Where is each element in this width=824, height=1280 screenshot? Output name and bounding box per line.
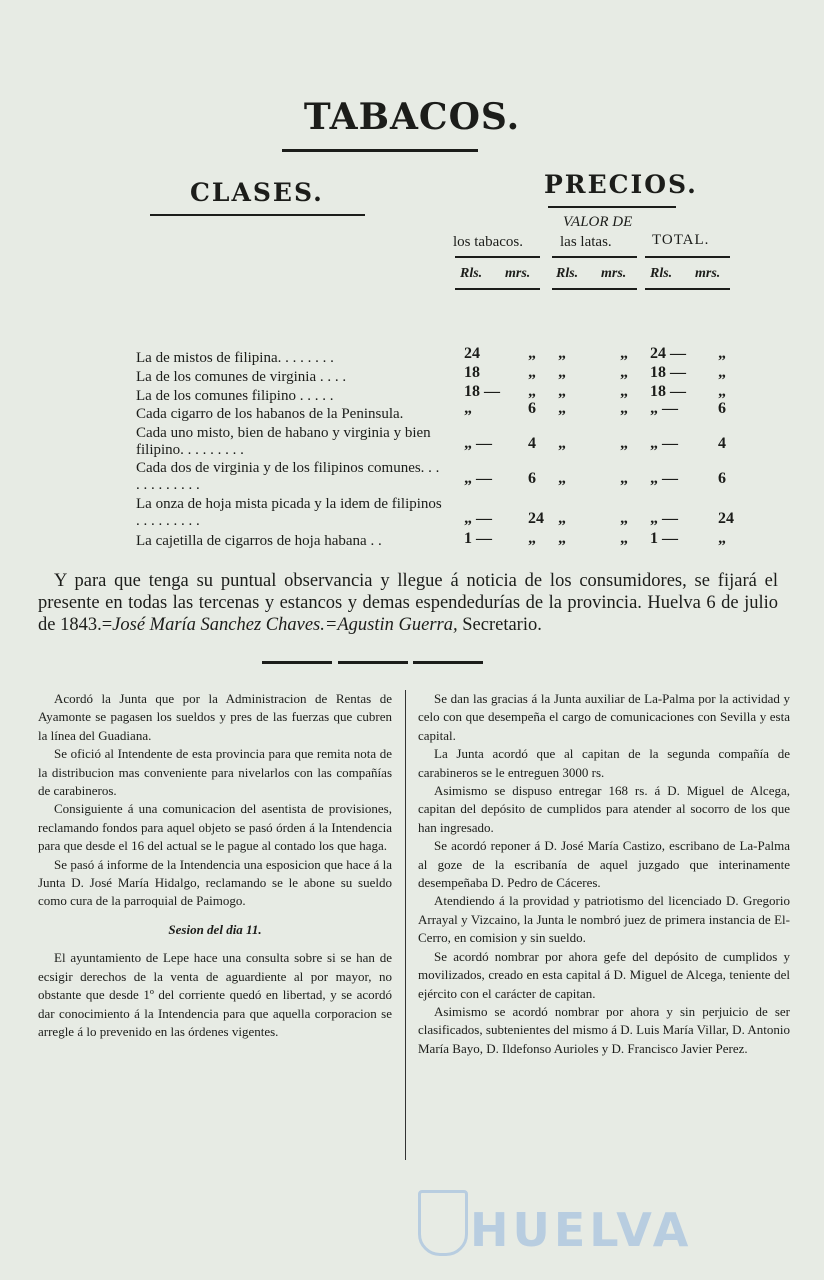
closing-role: Secretario. [457, 615, 542, 635]
section-rule-2 [338, 661, 408, 664]
price-row-label: La de los comunes filipino . . . . . [136, 388, 334, 404]
price-row-label: Cada dos de virginia y de los filipinos comunes. . . . . . . . . . . . [136, 460, 440, 493]
price-cell: 6 [528, 470, 536, 487]
price-cell: „ [558, 470, 566, 487]
price-cell: 18 — [650, 364, 686, 381]
right-paragraph: Asimismo se acordó nombrar por ahora y sin perjuicio de ser clasificados, subtenientes del mismo á D. Luis María Villar, D. Antonio María Bayo, D. Ildefonso Auriole‍s y D. Francisco Javier Perez. [418, 1003, 790, 1056]
price-cell: „ — [464, 470, 492, 487]
left-paragraph: Se pasó á informe de la Intendencia una esposicion que hace á la Junta D. José María Hidalgo, reclamando se le abone su sueldo como cura de la parroquial de Paimogo. [38, 856, 392, 909]
price-cell: „ [558, 510, 566, 527]
price-row-label: La onza de hoja mista picada y la idem de filipinos . . . . . . . . . [136, 496, 442, 529]
price-cell: „ [558, 435, 566, 452]
price-cell: 24 [464, 345, 480, 362]
price-cell: „ [558, 400, 566, 417]
price-cell: 18 [464, 364, 480, 381]
right-paragraph: Se acordó nombrar por ahora gefe del depósito de cumplidos y movilizados, creado en esta capital á D. Miguel de Alcega, teniente del ejército con el carácter de capitan. [418, 948, 790, 1001]
price-row-label: Cada cigarro de los habanos de la Peninsula. [136, 406, 404, 422]
price-cell: 4 [718, 435, 726, 452]
clases-rule [150, 214, 365, 216]
price-cell: „ [620, 400, 628, 417]
unit-mrs-2: mrs. [601, 266, 627, 281]
subhead-rule-3 [645, 256, 730, 258]
price-cell: „ [558, 364, 566, 381]
price-cell: „ — [650, 435, 678, 452]
price-cell: 24 [718, 510, 734, 527]
closing-paragraph [38, 570, 778, 636]
total-label: TOTAL. [652, 232, 710, 248]
subhead-rule-1 [455, 256, 540, 258]
right-paragraph: Se dan las gracias á la Junta auxiliar de La-Palma por la actividad y celo con que desempeña el cargo de comunicaciones con Sevilla y esta capital. [418, 691, 790, 743]
price-cell: „ [558, 530, 566, 547]
price-cell: 6 [528, 400, 536, 417]
price-cell: „ [620, 364, 628, 381]
price-cell: „ [620, 530, 628, 547]
clases-header: CLASES. [190, 178, 324, 207]
left-paragraph: Consiguiente á una comunicacion del asentista de provisiones, reclamando fondos para aquel objeto se pasó órden á la Intendencia para que desde el 16 del actual se le pague al contado los que haga. [38, 801, 392, 854]
los-tabacos-label: los tabacos. [453, 234, 523, 250]
price-row-label: Cada uno misto, bien de habano y virginia y bien filipino. . . . . . . . . [136, 425, 431, 458]
price-row-label: La cajetilla de cigarros de hoja habana . . [136, 533, 382, 549]
section-rule-1 [262, 661, 332, 664]
price-cell: 1 — [464, 530, 492, 547]
watermark-shield-icon [418, 1190, 468, 1256]
subhead-rule-2 [552, 256, 637, 258]
price-cell: „ [620, 383, 628, 400]
right-column [418, 690, 790, 1058]
valor-de-label: VALOR DE [563, 214, 633, 230]
section-rule-3 [413, 661, 483, 664]
right-paragraph: La Junta acordó que al capitan de la segunda compañía de carabineros se le entreguen 3000 rs. [418, 746, 790, 780]
price-cell: 6 [718, 470, 726, 487]
price-cell: „ [718, 345, 726, 362]
price-cell: „ — [650, 400, 678, 417]
price-cell: „ [528, 364, 536, 381]
las-latas-label: las latas. [560, 234, 612, 250]
right-paragraph: Atendiendo á la providad y patriotismo del licenciado D. Gregorio Arrayal y Vizcaino, la Junta le nombró juez de primera instancia de El-Cerro, en comision y sin sueldo. [418, 893, 790, 946]
unit-rule-1 [455, 288, 540, 290]
price-cell: „ [558, 383, 566, 400]
left-paragraph: Acordó la Junta que por la Administracion de Rentas de Ayamonte se pagasen los sueldos y pres de las fuerzas que cubren la línea del Guadiana. [38, 691, 392, 743]
right-paragraph: Se acordó reponer á D. José María Castizo, escribano de La-Palma al goze de la escribanía de aquel juzgado que interinamente desempeñaba D. Pedro de Cáceres. [418, 838, 790, 891]
left-paragraph: Se ofició al Intendente de esta provincia para que remita nota de la distribucion mas conveniente para nivelarlos con las compañías de carabineros. [38, 746, 392, 799]
price-cell: 24 [528, 510, 544, 527]
title-rule [282, 149, 478, 152]
unit-rule-3 [645, 288, 730, 290]
price-cell: „ [558, 345, 566, 362]
price-cell: „ [620, 435, 628, 452]
unit-rls-1: Rls. [460, 266, 483, 281]
price-cell: „ — [650, 470, 678, 487]
price-cell: „ [528, 530, 536, 547]
price-cell: „ [620, 470, 628, 487]
closing-signer: José María Sanchez Chaves.=Agustin Guerra, [112, 615, 458, 635]
price-cell: 18 — [464, 383, 500, 400]
price-cell: „ [620, 510, 628, 527]
price-cell: „ [464, 400, 472, 417]
right-paragraph: Asimismo se dispuso entregar 168 rs. á D. Miguel de Alcega, capitan del depósito de cumplidos para atender al socorro de los que han ingresado. [418, 783, 790, 835]
price-row-label: La de mistos de filipina. . . . . . . . [136, 350, 334, 366]
price-cell: „ — [650, 510, 678, 527]
unit-rls-3: Rls. [650, 266, 673, 281]
document-title: TABACOS. [303, 96, 521, 138]
column-divider [405, 690, 406, 1160]
price-cell: 4 [528, 435, 536, 452]
price-cell: 18 — [650, 383, 686, 400]
unit-rule-2 [552, 288, 637, 290]
price-cell: 6 [718, 400, 726, 417]
price-cell: „ [620, 345, 628, 362]
price-cell: 24 — [650, 345, 686, 362]
price-cell: „ [528, 383, 536, 400]
left-paragraph: El ayuntamiento de Lepe hace una consulta sobre si se han de ecsigir derechos de la venta de aguardiente al por mayor, no obstante que desde 1º del corriente quedó en libertad, y se acordó dar conocimiento á la Intendencia para que aquella corporacion se arregle á lo prevenido en las órdenes vigentes. [38, 950, 392, 1039]
price-row-label: La de los comunes de virginia . . . . [136, 369, 347, 385]
price-cell: 1 — [650, 530, 678, 547]
price-cell: „ [718, 383, 726, 400]
watermark-text: HUELVA [470, 1203, 693, 1257]
price-cell: „ [718, 364, 726, 381]
precios-header: PRECIOS. [544, 170, 698, 199]
unit-rls-2: Rls. [556, 266, 579, 281]
session-title: Sesion del dia 11. [168, 921, 262, 937]
unit-mrs-3: mrs. [695, 266, 721, 281]
price-cell: „ — [464, 435, 492, 452]
price-cell: „ [528, 345, 536, 362]
precios-rule [548, 206, 676, 208]
price-cell: „ [718, 530, 726, 547]
closing-text: Y para que tenga su puntual observancia y llegue á noticia de los consumidores, se fijará el presente en todas las tercenas y estancos y demas espendedurías de la provincia. Huelva 6 de julio de 1843.= [38, 571, 778, 635]
price-cell: „ — [464, 510, 492, 527]
left-column [38, 690, 392, 1041]
unit-mrs-1: mrs. [505, 266, 531, 281]
